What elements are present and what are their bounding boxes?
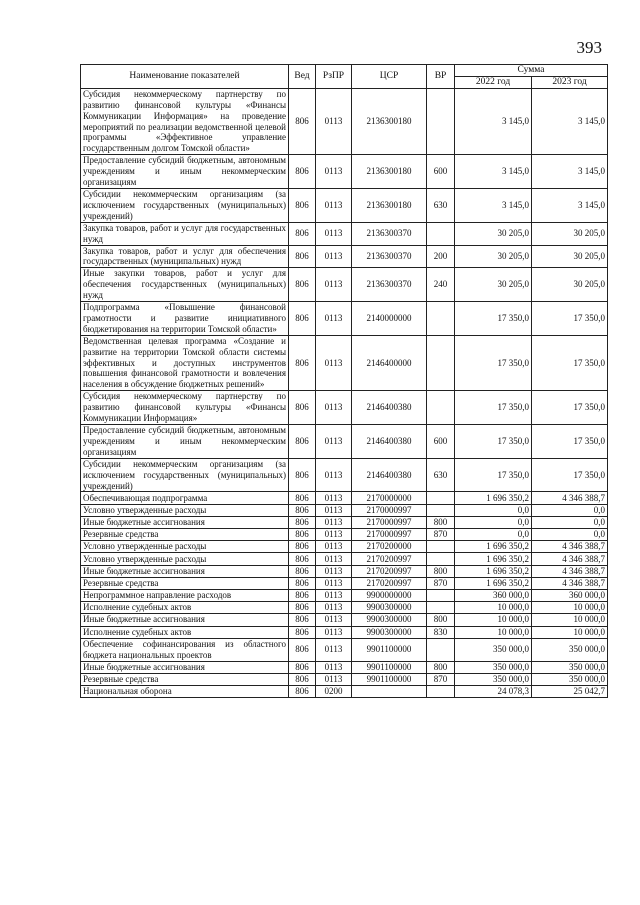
row-ved: 806: [289, 565, 316, 577]
row-sum-2023: 350 000,0: [532, 673, 608, 685]
row-ved: 806: [289, 553, 316, 565]
row-csr: 9900300000: [352, 614, 427, 626]
table-row: [81, 626, 608, 638]
row-csr: 9901100000: [352, 638, 427, 661]
row-ved: 806: [289, 673, 316, 685]
row-vr: 200: [427, 245, 455, 268]
row-rzpr: 0113: [316, 602, 352, 614]
row-sum-2023: 4 346 388,7: [532, 553, 608, 565]
header-ved: Вед: [289, 65, 316, 89]
row-rzpr: 0200: [316, 685, 352, 697]
row-name: Закупка товаров, работ и услуг для государственных нужд: [81, 222, 289, 245]
table-row: [81, 155, 608, 189]
row-name: Условно утвержденные расходы: [81, 541, 289, 553]
row-rzpr: 0113: [316, 458, 352, 492]
header-name: Наименование показателей: [81, 65, 289, 89]
row-vr: [427, 335, 455, 391]
row-name: Условно утвержденные расходы: [81, 504, 289, 516]
row-sum-2023: 350 000,0: [532, 661, 608, 673]
row-sum-2023: 0,0: [532, 529, 608, 541]
row-sum-2022: 10 000,0: [455, 614, 532, 626]
row-sum-2022: 3 145,0: [455, 188, 532, 222]
row-ved: 806: [289, 661, 316, 673]
row-csr: 2146400380: [352, 458, 427, 492]
row-sum-2022: 17 350,0: [455, 302, 532, 336]
row-rzpr: 0113: [316, 589, 352, 601]
table-row: [81, 614, 608, 626]
row-sum-2023: 17 350,0: [532, 425, 608, 459]
row-ved: 806: [289, 529, 316, 541]
row-sum-2023: 4 346 388,7: [532, 541, 608, 553]
row-name: Предоставление субсидий бюджетным, автономным учреждениям и иным некоммерческим организациям: [81, 155, 289, 189]
row-ved: 806: [289, 685, 316, 697]
row-sum-2023: 17 350,0: [532, 302, 608, 336]
table-row: [81, 577, 608, 589]
row-vr: [427, 685, 455, 697]
row-vr: 800: [427, 661, 455, 673]
row-sum-2022: 1 696 350,2: [455, 565, 532, 577]
row-ved: 806: [289, 516, 316, 528]
row-csr: 9901100000: [352, 661, 427, 673]
row-vr: [427, 302, 455, 336]
row-sum-2023: 3 145,0: [532, 155, 608, 189]
table-row: [81, 516, 608, 528]
row-sum-2022: 0,0: [455, 516, 532, 528]
row-ved: 806: [289, 302, 316, 336]
row-rzpr: 0113: [316, 492, 352, 504]
table-row: [81, 222, 608, 245]
row-vr: [427, 88, 455, 154]
row-rzpr: 0113: [316, 155, 352, 189]
table-row: [81, 673, 608, 685]
row-vr: [427, 602, 455, 614]
row-csr: 2146400380: [352, 391, 427, 425]
table-row: [81, 541, 608, 553]
row-csr: 2136300180: [352, 88, 427, 154]
row-vr: [427, 589, 455, 601]
row-vr: 240: [427, 268, 455, 302]
row-vr: 830: [427, 626, 455, 638]
header-csr: ЦСР: [352, 65, 427, 89]
row-rzpr: 0113: [316, 188, 352, 222]
row-rzpr: 0113: [316, 614, 352, 626]
row-rzpr: 0113: [316, 302, 352, 336]
row-ved: 806: [289, 614, 316, 626]
row-ved: 806: [289, 577, 316, 589]
row-sum-2023: 30 205,0: [532, 222, 608, 245]
table-row: [81, 188, 608, 222]
row-rzpr: 0113: [316, 565, 352, 577]
row-csr: 2146400380: [352, 425, 427, 459]
table-row: [81, 661, 608, 673]
row-sum-2023: 17 350,0: [532, 458, 608, 492]
row-name: Условно утвержденные расходы: [81, 553, 289, 565]
table-row: [81, 565, 608, 577]
row-sum-2023: 10 000,0: [532, 626, 608, 638]
row-sum-2023: 30 205,0: [532, 268, 608, 302]
row-csr: 2170000000: [352, 492, 427, 504]
row-rzpr: 0113: [316, 553, 352, 565]
row-csr: 2146400000: [352, 335, 427, 391]
row-sum-2023: 25 042,7: [532, 685, 608, 697]
row-rzpr: 0113: [316, 541, 352, 553]
row-sum-2023: 4 346 388,7: [532, 565, 608, 577]
row-rzpr: 0113: [316, 391, 352, 425]
row-ved: 806: [289, 425, 316, 459]
row-csr: 2170000997: [352, 529, 427, 541]
table-row: [81, 458, 608, 492]
budget-table: [80, 64, 608, 698]
row-rzpr: 0113: [316, 222, 352, 245]
row-csr: 2170000997: [352, 516, 427, 528]
page-number: 393: [576, 38, 602, 57]
header-year-2023: 2023 год: [532, 76, 608, 88]
row-csr: 9901100000: [352, 673, 427, 685]
row-csr: 2140000000: [352, 302, 427, 336]
table-row: [81, 335, 608, 391]
row-vr: 800: [427, 565, 455, 577]
table-row: [81, 553, 608, 565]
row-sum-2023: 4 346 388,7: [532, 492, 608, 504]
header-sum: Сумма: [455, 65, 608, 77]
row-sum-2023: 360 000,0: [532, 589, 608, 601]
table-row: [81, 638, 608, 661]
table-row: [81, 504, 608, 516]
row-rzpr: 0113: [316, 577, 352, 589]
row-csr: [352, 685, 427, 697]
row-sum-2022: 360 000,0: [455, 589, 532, 601]
row-ved: 806: [289, 222, 316, 245]
row-vr: [427, 553, 455, 565]
row-sum-2022: 1 696 350,2: [455, 553, 532, 565]
row-csr: 2136300180: [352, 188, 427, 222]
row-sum-2023: 30 205,0: [532, 245, 608, 268]
row-sum-2022: 350 000,0: [455, 673, 532, 685]
row-name: Непрограммное направление расходов: [81, 589, 289, 601]
row-vr: [427, 541, 455, 553]
row-vr: 600: [427, 155, 455, 189]
row-csr: 2136300180: [352, 155, 427, 189]
row-sum-2022: 0,0: [455, 504, 532, 516]
row-name: Исполнение судебных актов: [81, 626, 289, 638]
row-name: Обеспечение софинансирования из областного бюджета национальных проектов: [81, 638, 289, 661]
row-ved: 806: [289, 626, 316, 638]
row-vr: [427, 638, 455, 661]
row-ved: 806: [289, 245, 316, 268]
row-name: Закупка товаров, работ и услуг для обеспечения государственных (муниципальных) нужд: [81, 245, 289, 268]
table-row: [81, 425, 608, 459]
row-vr: 600: [427, 425, 455, 459]
row-name: Субсидии некоммерческим организациям (за исключением государственных (муниципальных) учреждений): [81, 188, 289, 222]
row-csr: 9900300000: [352, 626, 427, 638]
row-rzpr: 0113: [316, 626, 352, 638]
row-sum-2022: 30 205,0: [455, 268, 532, 302]
row-rzpr: 0113: [316, 268, 352, 302]
row-ved: 806: [289, 492, 316, 504]
row-sum-2022: 1 696 350,2: [455, 541, 532, 553]
table-body: [81, 88, 608, 697]
row-name: Ведомственная целевая программа «Создание и развитие на территории Томской области системы эффективных и доступных инструментов повышения финансовой грамотности и вовлечения населения в обсуждение бюджетных решений»: [81, 335, 289, 391]
row-name: Иные бюджетные ассигнования: [81, 661, 289, 673]
row-sum-2022: 3 145,0: [455, 155, 532, 189]
row-sum-2023: 350 000,0: [532, 638, 608, 661]
row-rzpr: 0113: [316, 335, 352, 391]
row-vr: [427, 492, 455, 504]
table-row: [81, 685, 608, 697]
row-csr: 2136300370: [352, 245, 427, 268]
row-rzpr: 0113: [316, 504, 352, 516]
row-name: Иные закупки товаров, работ и услуг для обеспечения государственных (муниципальных) нужд: [81, 268, 289, 302]
row-csr: 2170000997: [352, 504, 427, 516]
table-row: [81, 529, 608, 541]
row-name: Иные бюджетные ассигнования: [81, 565, 289, 577]
row-sum-2023: 3 145,0: [532, 88, 608, 154]
row-name: Обеспечивающая подпрограмма: [81, 492, 289, 504]
row-ved: 806: [289, 268, 316, 302]
row-csr: 2170200000: [352, 541, 427, 553]
row-vr: 870: [427, 673, 455, 685]
row-rzpr: 0113: [316, 516, 352, 528]
row-ved: 806: [289, 602, 316, 614]
row-sum-2023: 17 350,0: [532, 391, 608, 425]
row-csr: 2170200997: [352, 553, 427, 565]
row-name: Резервные средства: [81, 529, 289, 541]
row-vr: [427, 222, 455, 245]
row-rzpr: 0113: [316, 673, 352, 685]
row-csr: 9900300000: [352, 602, 427, 614]
row-ved: 806: [289, 589, 316, 601]
row-name: Национальная оборона: [81, 685, 289, 697]
table-row: [81, 589, 608, 601]
row-rzpr: 0113: [316, 88, 352, 154]
table-row: [81, 302, 608, 336]
row-sum-2023: 0,0: [532, 516, 608, 528]
row-rzpr: 0113: [316, 638, 352, 661]
row-sum-2023: 0,0: [532, 504, 608, 516]
row-csr: 2170200997: [352, 565, 427, 577]
row-rzpr: 0113: [316, 425, 352, 459]
row-sum-2022: 350 000,0: [455, 661, 532, 673]
table-row: [81, 88, 608, 154]
row-vr: 870: [427, 577, 455, 589]
row-name: Резервные средства: [81, 673, 289, 685]
header-rzpr: РзПР: [316, 65, 352, 89]
row-sum-2023: 4 346 388,7: [532, 577, 608, 589]
row-sum-2022: 17 350,0: [455, 335, 532, 391]
row-name: Иные бюджетные ассигнования: [81, 516, 289, 528]
row-vr: 800: [427, 516, 455, 528]
row-vr: 800: [427, 614, 455, 626]
row-sum-2023: 10 000,0: [532, 602, 608, 614]
row-name: Резервные средства: [81, 577, 289, 589]
row-sum-2022: 30 205,0: [455, 245, 532, 268]
row-ved: 806: [289, 458, 316, 492]
row-name: Субсидия некоммерческому партнерству по развитию финансовой культуры «Финансы Коммуникации Информация»: [81, 391, 289, 425]
table-row: [81, 391, 608, 425]
header-year-2022: 2022 год: [455, 76, 532, 88]
row-sum-2023: 3 145,0: [532, 188, 608, 222]
row-vr: [427, 504, 455, 516]
header-vr: ВР: [427, 65, 455, 89]
table-row: [81, 492, 608, 504]
row-csr: 2170200997: [352, 577, 427, 589]
row-rzpr: 0113: [316, 529, 352, 541]
row-vr: [427, 391, 455, 425]
row-ved: 806: [289, 638, 316, 661]
row-csr: 2136300370: [352, 268, 427, 302]
row-sum-2022: 1 696 350,2: [455, 577, 532, 589]
row-vr: 630: [427, 458, 455, 492]
row-ved: 806: [289, 541, 316, 553]
row-name: Предоставление субсидий бюджетным, автономным учреждениям и иным некоммерческим организациям: [81, 425, 289, 459]
row-sum-2022: 17 350,0: [455, 425, 532, 459]
row-ved: 806: [289, 391, 316, 425]
row-rzpr: 0113: [316, 661, 352, 673]
row-vr: 630: [427, 188, 455, 222]
row-sum-2022: 1 696 350,2: [455, 492, 532, 504]
row-ved: 806: [289, 88, 316, 154]
row-sum-2022: 30 205,0: [455, 222, 532, 245]
table-row: [81, 245, 608, 268]
row-sum-2022: 0,0: [455, 529, 532, 541]
row-csr: 9900000000: [352, 589, 427, 601]
row-rzpr: 0113: [316, 245, 352, 268]
row-sum-2023: 10 000,0: [532, 614, 608, 626]
row-ved: 806: [289, 335, 316, 391]
row-name: Подпрограмма «Повышение финансовой грамотности и развитие инициативного бюджетирования на территории Томской области»: [81, 302, 289, 336]
row-name: Субсидия некоммерческому партнерству по развитию финансовой культуры «Финансы Коммуникации Информация» на проведение мероприятий по реализации ведомственной целевой программы «Эффективное управление государственным долгом Томской области»: [81, 88, 289, 154]
row-name: Исполнение судебных актов: [81, 602, 289, 614]
row-sum-2022: 3 145,0: [455, 88, 532, 154]
row-sum-2022: 350 000,0: [455, 638, 532, 661]
row-sum-2022: 17 350,0: [455, 391, 532, 425]
row-sum-2022: 10 000,0: [455, 602, 532, 614]
row-ved: 806: [289, 188, 316, 222]
row-csr: 2136300370: [352, 222, 427, 245]
row-sum-2023: 17 350,0: [532, 335, 608, 391]
row-sum-2022: 17 350,0: [455, 458, 532, 492]
table-row: [81, 268, 608, 302]
row-vr: 870: [427, 529, 455, 541]
row-name: Иные бюджетные ассигнования: [81, 614, 289, 626]
row-ved: 806: [289, 504, 316, 516]
row-ved: 806: [289, 155, 316, 189]
row-sum-2022: 10 000,0: [455, 626, 532, 638]
row-name: Субсидии некоммерческим организациям (за исключением государственных (муниципальных) учреждений): [81, 458, 289, 492]
table-row: [81, 602, 608, 614]
row-sum-2022: 24 078,3: [455, 685, 532, 697]
